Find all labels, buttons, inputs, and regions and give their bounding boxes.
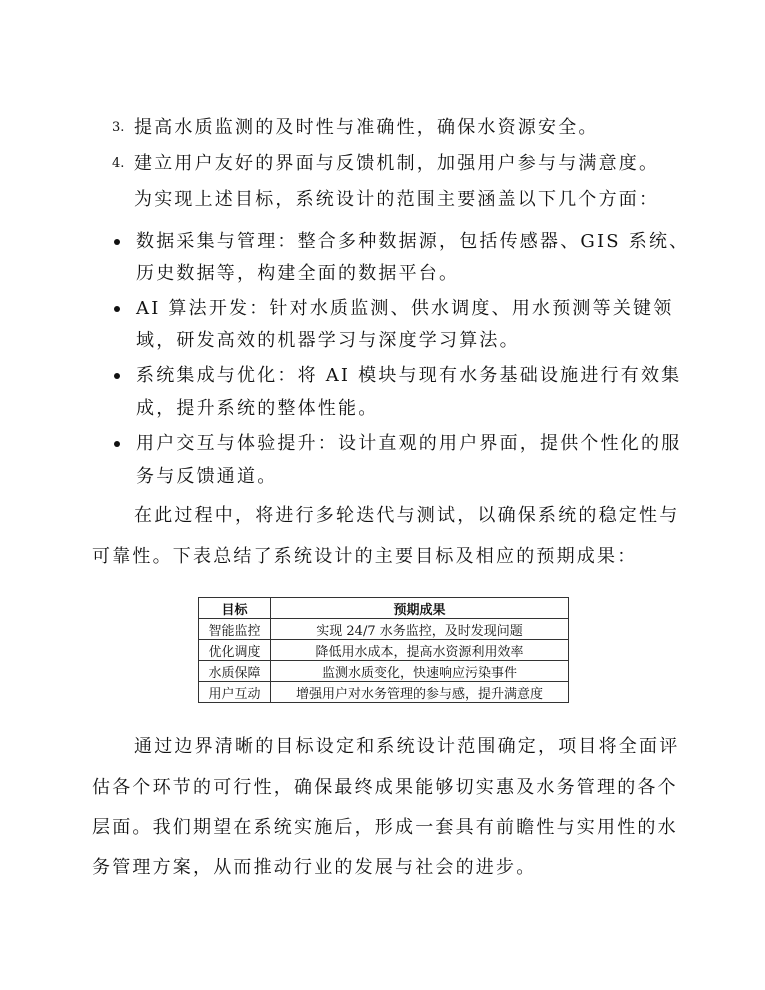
bullet-text-line: 系统集成与优化：将 AI 模块与现有水务基础设施进行有效集	[136, 365, 682, 386]
table-cell: 增强用户对水务管理的参与感，提升满意度	[271, 682, 569, 703]
bullet-icon	[114, 306, 120, 312]
numbered-item-text: 提高水质监测的及时性与准确性，确保水资源安全。	[134, 117, 599, 138]
table-cell: 降低用水成本，提高水资源利用效率	[271, 640, 569, 661]
bullet-text-line: 域，研发高效的机器学习与深度学习算法。	[136, 330, 520, 351]
bullet-text-line: AI 算法开发：针对水质监测、供水调度、用水预测等关键领	[136, 298, 674, 319]
table-cell: 实现 24/7 水务监控，及时发现问题	[271, 619, 569, 640]
bullet-icon	[114, 441, 120, 447]
bullet-icon	[114, 239, 120, 245]
table-cell: 智能监控	[199, 619, 271, 640]
paragraph-line: 层面。我们期望在系统实施后，形成一套具有前瞻性与实用性的水	[92, 817, 678, 838]
paragraph-line: 通过边界清晰的目标设定和系统设计范围确定，项目将全面评	[134, 736, 680, 757]
goals-table	[198, 597, 569, 703]
bullet-text-line: 历史数据等，构建全面的数据平台。	[136, 263, 460, 284]
bullet-text-line: 务与反馈通道。	[136, 466, 278, 487]
list-number: 4.	[112, 156, 125, 171]
table-row	[199, 640, 569, 661]
paragraph-line: 估各个环节的可行性，确保最终成果能够切实惠及水务管理的各个	[92, 777, 678, 798]
paragraph-line: 在此过程中，将进行多轮迭代与测试，以确保系统的稳定性与	[134, 505, 680, 526]
list-number: 3.	[112, 120, 125, 135]
numbered-item-text: 建立用户友好的界面与反馈机制，加强用户参与与满意度。	[134, 153, 660, 174]
paragraph-line: 可靠性。下表总结了系统设计的主要目标及相应的预期成果：	[92, 546, 638, 567]
bullet-text-line: 用户交互与体验提升：设计直观的用户界面，提供个性化的服	[136, 433, 682, 454]
scope-intro: 为实现上述目标，系统设计的范围主要涵盖以下几个方面：	[134, 189, 660, 210]
paragraph-line: 务管理方案，从而推动行业的发展与社会的进步。	[92, 857, 537, 878]
bullet-text-line: 数据采集与管理：整合多种数据源，包括传感器、GIS 系统、	[136, 231, 690, 252]
table-cell: 用户互动	[199, 682, 271, 703]
table-cell: 优化调度	[199, 640, 271, 661]
bullet-text-line: 成，提升系统的整体性能。	[136, 398, 379, 419]
table-cell: 监测水质变化，快速响应污染事件	[271, 661, 569, 682]
table-row	[199, 619, 569, 640]
table-row	[199, 661, 569, 682]
table-header-cell: 预期成果	[271, 598, 569, 619]
table-header-row	[199, 598, 569, 619]
table-header-cell: 目标	[199, 598, 271, 619]
bullet-icon	[114, 373, 120, 379]
table-cell: 水质保障	[199, 661, 271, 682]
table-row	[199, 682, 569, 703]
